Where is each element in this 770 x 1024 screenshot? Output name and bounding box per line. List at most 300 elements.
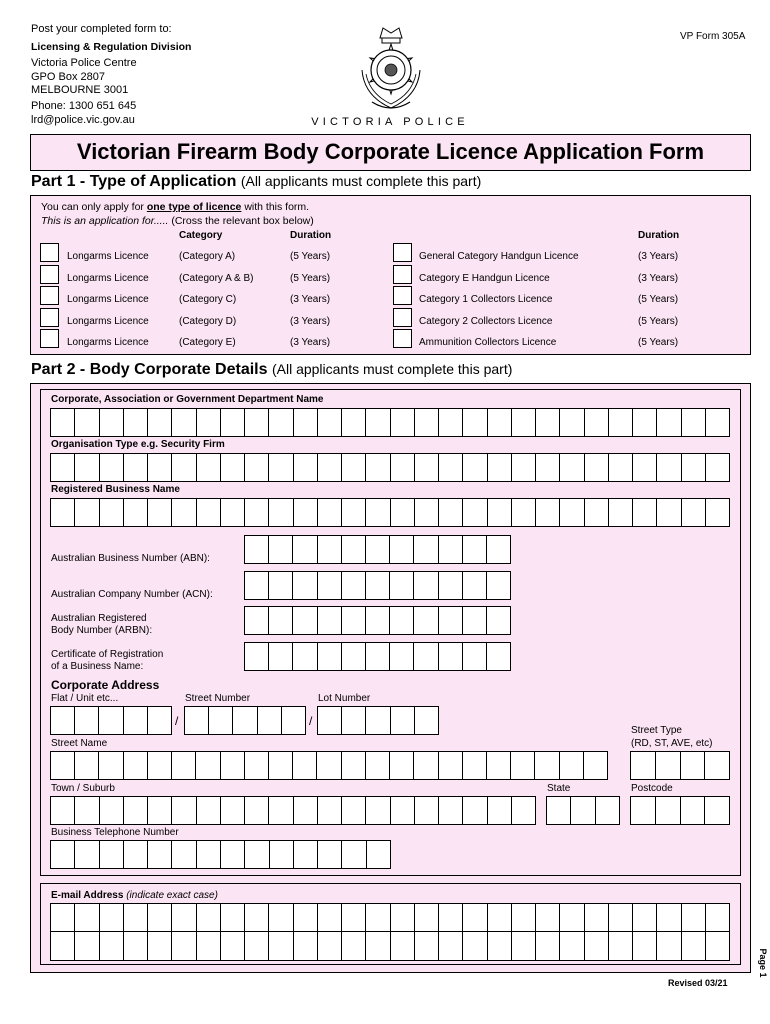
char-cell[interactable] xyxy=(293,409,317,436)
char-cell[interactable] xyxy=(462,797,486,824)
char-cell[interactable] xyxy=(99,797,123,824)
longarms-cat-c-checkbox[interactable] xyxy=(40,286,59,305)
char-cell[interactable] xyxy=(511,797,535,824)
char-cell[interactable] xyxy=(535,454,559,481)
longarms-cat-e-checkbox[interactable] xyxy=(40,329,59,348)
char-cell[interactable] xyxy=(341,499,365,526)
collectors-cat1-checkbox[interactable] xyxy=(393,286,412,305)
char-cell[interactable] xyxy=(257,707,281,734)
char-cell[interactable] xyxy=(390,797,414,824)
char-cell[interactable] xyxy=(123,841,147,868)
char-cell[interactable] xyxy=(51,797,74,824)
char-cell[interactable] xyxy=(365,454,389,481)
char-cell[interactable] xyxy=(74,841,98,868)
char-cell[interactable] xyxy=(656,409,680,436)
char-cell[interactable] xyxy=(656,932,680,960)
char-cell[interactable] xyxy=(196,409,220,436)
char-cell[interactable] xyxy=(559,932,583,960)
char-cell[interactable] xyxy=(98,752,122,779)
char-cell[interactable] xyxy=(414,707,438,734)
char-cell[interactable] xyxy=(147,797,171,824)
char-cell[interactable] xyxy=(705,409,729,436)
char-cell[interactable] xyxy=(511,454,535,481)
char-cell[interactable] xyxy=(486,643,510,670)
post-instruction: Post your completed form to: xyxy=(31,23,172,35)
char-cell[interactable] xyxy=(220,752,244,779)
char-cell[interactable] xyxy=(51,409,74,436)
char-cell[interactable] xyxy=(317,572,341,599)
char-cell[interactable] xyxy=(51,904,74,931)
cert-input[interactable] xyxy=(244,642,511,671)
char-cell[interactable] xyxy=(123,499,147,526)
char-cell[interactable] xyxy=(462,643,486,670)
char-cell[interactable] xyxy=(704,797,729,824)
char-cell[interactable] xyxy=(705,932,729,960)
char-cell[interactable] xyxy=(292,752,316,779)
char-cell[interactable] xyxy=(123,707,147,734)
char-cell[interactable] xyxy=(413,752,437,779)
char-cell[interactable] xyxy=(487,409,511,436)
char-cell[interactable] xyxy=(559,752,583,779)
char-cell[interactable] xyxy=(632,454,656,481)
abn-input[interactable] xyxy=(244,535,511,564)
char-cell[interactable] xyxy=(365,932,389,960)
char-cell[interactable] xyxy=(220,841,244,868)
char-cell[interactable] xyxy=(317,904,341,931)
town-input[interactable] xyxy=(50,796,536,825)
char-cell[interactable] xyxy=(414,904,438,931)
char-cell[interactable] xyxy=(365,499,389,526)
char-cell[interactable] xyxy=(704,752,729,779)
street-name-input[interactable] xyxy=(50,751,608,780)
char-cell[interactable] xyxy=(268,643,292,670)
char-cell[interactable] xyxy=(292,572,316,599)
char-cell[interactable] xyxy=(74,707,98,734)
char-cell[interactable] xyxy=(389,607,413,634)
char-cell[interactable] xyxy=(390,499,414,526)
char-cell[interactable] xyxy=(244,499,268,526)
char-cell[interactable] xyxy=(681,409,705,436)
char-cell[interactable] xyxy=(655,752,680,779)
char-cell[interactable] xyxy=(608,499,632,526)
char-cell[interactable] xyxy=(268,536,292,563)
char-cell[interactable] xyxy=(438,643,462,670)
char-cell[interactable] xyxy=(281,707,305,734)
char-cell[interactable] xyxy=(147,707,171,734)
char-cell[interactable] xyxy=(341,454,365,481)
char-cell[interactable] xyxy=(51,841,74,868)
char-cell[interactable] xyxy=(559,499,583,526)
char-cell[interactable] xyxy=(487,797,511,824)
handgun-cat-e-checkbox[interactable] xyxy=(393,265,412,284)
char-cell[interactable] xyxy=(220,454,244,481)
char-cell[interactable] xyxy=(583,752,607,779)
org-type-input[interactable] xyxy=(50,453,730,482)
char-cell[interactable] xyxy=(584,499,608,526)
char-cell[interactable] xyxy=(389,536,413,563)
char-cell[interactable] xyxy=(608,932,632,960)
char-cell[interactable] xyxy=(656,499,680,526)
char-cell[interactable] xyxy=(462,932,486,960)
char-cell[interactable] xyxy=(656,904,680,931)
char-cell[interactable] xyxy=(268,409,292,436)
char-cell[interactable] xyxy=(341,904,365,931)
acn-input[interactable] xyxy=(244,571,511,600)
char-cell[interactable] xyxy=(244,409,268,436)
char-cell[interactable] xyxy=(268,454,292,481)
business-phone-input[interactable] xyxy=(50,840,391,869)
char-cell[interactable] xyxy=(413,607,437,634)
char-cell[interactable] xyxy=(74,454,98,481)
part1-intro-2 xyxy=(41,215,314,227)
char-cell[interactable] xyxy=(293,841,317,868)
char-cell[interactable] xyxy=(245,536,268,563)
char-cell[interactable] xyxy=(535,932,559,960)
char-cell[interactable] xyxy=(365,607,389,634)
char-cell[interactable] xyxy=(535,409,559,436)
char-cell[interactable] xyxy=(390,932,414,960)
char-cell[interactable] xyxy=(268,499,292,526)
char-cell[interactable] xyxy=(317,797,341,824)
handgun-general-checkbox[interactable] xyxy=(393,243,412,262)
char-cell[interactable] xyxy=(317,643,341,670)
char-cell[interactable] xyxy=(123,797,147,824)
char-cell[interactable] xyxy=(244,904,268,931)
char-cell[interactable] xyxy=(268,932,292,960)
char-cell[interactable] xyxy=(292,536,316,563)
char-cell[interactable] xyxy=(341,643,365,670)
char-cell[interactable] xyxy=(365,707,389,734)
char-cell[interactable] xyxy=(268,607,292,634)
char-cell[interactable] xyxy=(534,752,558,779)
char-cell[interactable] xyxy=(486,536,510,563)
char-cell[interactable] xyxy=(99,932,123,960)
char-cell[interactable] xyxy=(232,707,256,734)
char-cell[interactable] xyxy=(196,499,220,526)
char-cell[interactable] xyxy=(510,752,534,779)
char-cell[interactable] xyxy=(316,752,340,779)
char-cell[interactable] xyxy=(559,409,583,436)
char-cell[interactable] xyxy=(268,752,292,779)
postcode-input[interactable] xyxy=(630,796,730,825)
char-cell[interactable] xyxy=(51,707,74,734)
char-cell[interactable] xyxy=(317,409,341,436)
char-cell[interactable] xyxy=(171,932,195,960)
char-cell[interactable] xyxy=(245,572,268,599)
state-input[interactable] xyxy=(546,796,620,825)
email-input-row-1[interactable] xyxy=(50,903,730,932)
char-cell[interactable] xyxy=(51,499,74,526)
char-cell[interactable] xyxy=(608,409,632,436)
char-cell[interactable] xyxy=(341,797,365,824)
char-cell[interactable] xyxy=(438,454,462,481)
char-cell[interactable] xyxy=(631,752,655,779)
char-cell[interactable] xyxy=(74,797,98,824)
char-cell[interactable] xyxy=(632,932,656,960)
char-cell[interactable] xyxy=(656,454,680,481)
street-type-input[interactable] xyxy=(630,751,730,780)
char-cell[interactable] xyxy=(632,904,656,931)
char-cell[interactable] xyxy=(220,409,244,436)
char-cell[interactable] xyxy=(196,904,220,931)
char-cell[interactable] xyxy=(293,904,317,931)
option-duration: (5 Years) xyxy=(290,251,331,262)
char-cell[interactable] xyxy=(365,904,389,931)
char-cell[interactable] xyxy=(559,454,583,481)
char-cell[interactable] xyxy=(268,797,292,824)
char-cell[interactable] xyxy=(123,904,147,931)
char-cell[interactable] xyxy=(438,904,462,931)
flat-input[interactable] xyxy=(50,706,172,735)
char-cell[interactable] xyxy=(317,536,341,563)
char-cell[interactable] xyxy=(535,499,559,526)
char-cell[interactable] xyxy=(414,499,438,526)
char-cell[interactable] xyxy=(535,904,559,931)
char-cell[interactable] xyxy=(608,904,632,931)
street-number-input[interactable] xyxy=(184,706,306,735)
char-cell[interactable] xyxy=(390,409,414,436)
char-cell[interactable] xyxy=(208,707,232,734)
arbn-input[interactable] xyxy=(244,606,511,635)
char-cell[interactable] xyxy=(171,454,195,481)
state-label: State xyxy=(547,783,571,794)
char-cell[interactable] xyxy=(487,904,511,931)
email-input-row-2[interactable] xyxy=(50,932,730,961)
char-cell[interactable] xyxy=(632,499,656,526)
char-cell[interactable] xyxy=(390,904,414,931)
char-cell[interactable] xyxy=(123,932,147,960)
char-cell[interactable] xyxy=(99,841,123,868)
char-cell[interactable] xyxy=(341,536,365,563)
char-cell[interactable] xyxy=(244,752,268,779)
char-cell[interactable] xyxy=(147,409,171,436)
char-cell[interactable] xyxy=(438,572,462,599)
char-cell[interactable] xyxy=(570,797,594,824)
char-cell[interactable] xyxy=(390,707,414,734)
char-cell[interactable] xyxy=(171,904,195,931)
char-cell[interactable] xyxy=(390,454,414,481)
char-cell[interactable] xyxy=(681,904,705,931)
char-cell[interactable] xyxy=(413,643,437,670)
char-cell[interactable] xyxy=(244,454,268,481)
char-cell[interactable] xyxy=(185,707,208,734)
char-cell[interactable] xyxy=(365,409,389,436)
char-cell[interactable] xyxy=(317,841,341,868)
char-cell[interactable] xyxy=(171,499,195,526)
char-cell[interactable] xyxy=(293,499,317,526)
char-cell[interactable] xyxy=(595,797,619,824)
char-cell[interactable] xyxy=(341,707,365,734)
char-cell[interactable] xyxy=(438,797,462,824)
char-cell[interactable] xyxy=(99,904,123,931)
char-cell[interactable] xyxy=(632,409,656,436)
char-cell[interactable] xyxy=(365,643,389,670)
reg-name-input[interactable] xyxy=(50,498,730,527)
char-cell[interactable] xyxy=(98,707,122,734)
char-cell[interactable] xyxy=(705,904,729,931)
char-cell[interactable] xyxy=(74,752,98,779)
char-cell[interactable] xyxy=(171,797,195,824)
char-cell[interactable] xyxy=(74,409,98,436)
char-cell[interactable] xyxy=(365,572,389,599)
char-cell[interactable] xyxy=(413,536,437,563)
char-cell[interactable] xyxy=(414,409,438,436)
char-cell[interactable] xyxy=(244,797,268,824)
char-cell[interactable] xyxy=(293,454,317,481)
char-cell[interactable] xyxy=(317,607,341,634)
collectors-cat2-checkbox[interactable] xyxy=(393,308,412,327)
ammunition-collectors-checkbox[interactable] xyxy=(393,329,412,348)
char-cell[interactable] xyxy=(123,409,147,436)
char-cell[interactable] xyxy=(196,797,220,824)
char-cell[interactable] xyxy=(74,904,98,931)
char-cell[interactable] xyxy=(486,607,510,634)
char-cell[interactable] xyxy=(147,752,171,779)
char-cell[interactable] xyxy=(705,499,729,526)
corp-name-input[interactable] xyxy=(50,408,730,437)
char-cell[interactable] xyxy=(317,499,341,526)
char-cell[interactable] xyxy=(438,499,462,526)
longarms-cat-ab-checkbox[interactable] xyxy=(40,265,59,284)
char-cell[interactable] xyxy=(220,797,244,824)
lot-number-input[interactable] xyxy=(317,706,439,735)
char-cell[interactable] xyxy=(438,607,462,634)
char-cell[interactable] xyxy=(196,454,220,481)
char-cell[interactable] xyxy=(51,932,74,960)
char-cell[interactable] xyxy=(51,454,74,481)
char-cell[interactable] xyxy=(486,752,510,779)
longarms-cat-d-checkbox[interactable] xyxy=(40,308,59,327)
char-cell[interactable] xyxy=(655,797,680,824)
char-cell[interactable] xyxy=(462,752,486,779)
char-cell[interactable] xyxy=(414,932,438,960)
char-cell[interactable] xyxy=(365,797,389,824)
char-cell[interactable] xyxy=(74,932,98,960)
char-cell[interactable] xyxy=(389,643,413,670)
char-cell[interactable] xyxy=(196,841,220,868)
char-cell[interactable] xyxy=(705,454,729,481)
char-cell[interactable] xyxy=(171,841,195,868)
char-cell[interactable] xyxy=(292,607,316,634)
char-cell[interactable] xyxy=(220,904,244,931)
char-cell[interactable] xyxy=(389,572,413,599)
char-cell[interactable] xyxy=(123,454,147,481)
char-cell[interactable] xyxy=(608,454,632,481)
char-cell[interactable] xyxy=(584,454,608,481)
char-cell[interactable] xyxy=(147,932,171,960)
char-cell[interactable] xyxy=(317,932,341,960)
char-cell[interactable] xyxy=(462,454,486,481)
char-cell[interactable] xyxy=(631,797,655,824)
char-cell[interactable] xyxy=(99,499,123,526)
char-cell[interactable] xyxy=(462,536,486,563)
char-cell[interactable] xyxy=(462,904,486,931)
char-cell[interactable] xyxy=(414,797,438,824)
char-cell[interactable] xyxy=(147,454,171,481)
char-cell[interactable] xyxy=(123,752,147,779)
char-cell[interactable] xyxy=(487,499,511,526)
char-cell[interactable] xyxy=(195,752,219,779)
char-cell[interactable] xyxy=(365,752,389,779)
char-cell[interactable] xyxy=(681,454,705,481)
char-cell[interactable] xyxy=(365,536,389,563)
char-cell[interactable] xyxy=(268,904,292,931)
char-cell[interactable] xyxy=(559,904,583,931)
char-cell[interactable] xyxy=(487,932,511,960)
char-cell[interactable] xyxy=(438,409,462,436)
char-cell[interactable] xyxy=(51,752,74,779)
char-cell[interactable] xyxy=(220,932,244,960)
char-cell[interactable] xyxy=(341,572,365,599)
char-cell[interactable] xyxy=(317,454,341,481)
char-cell[interactable] xyxy=(462,409,486,436)
char-cell[interactable] xyxy=(438,536,462,563)
char-cell[interactable] xyxy=(438,932,462,960)
char-cell[interactable] xyxy=(244,841,268,868)
char-cell[interactable] xyxy=(245,607,268,634)
char-cell[interactable] xyxy=(341,409,365,436)
char-cell[interactable] xyxy=(462,499,486,526)
char-cell[interactable] xyxy=(366,841,390,868)
char-cell[interactable] xyxy=(74,499,98,526)
char-cell[interactable] xyxy=(341,752,365,779)
char-cell[interactable] xyxy=(147,499,171,526)
char-cell[interactable] xyxy=(171,752,195,779)
char-cell[interactable] xyxy=(245,643,268,670)
char-cell[interactable] xyxy=(147,841,171,868)
char-cell[interactable] xyxy=(681,932,705,960)
char-cell[interactable] xyxy=(196,932,220,960)
char-cell[interactable] xyxy=(511,932,535,960)
char-cell[interactable] xyxy=(292,643,316,670)
char-cell[interactable] xyxy=(171,409,195,436)
char-cell[interactable] xyxy=(584,932,608,960)
char-cell[interactable] xyxy=(511,409,535,436)
char-cell[interactable] xyxy=(341,607,365,634)
char-cell[interactable] xyxy=(389,752,413,779)
char-cell[interactable] xyxy=(584,409,608,436)
char-cell[interactable] xyxy=(438,752,462,779)
char-cell[interactable] xyxy=(244,932,268,960)
char-cell[interactable] xyxy=(414,454,438,481)
char-cell[interactable] xyxy=(584,904,608,931)
char-cell[interactable] xyxy=(486,572,510,599)
char-cell[interactable] xyxy=(341,841,365,868)
char-cell[interactable] xyxy=(680,797,705,824)
char-cell[interactable] xyxy=(680,752,705,779)
char-cell[interactable] xyxy=(341,932,365,960)
char-cell[interactable] xyxy=(413,572,437,599)
char-cell[interactable] xyxy=(318,707,341,734)
longarms-cat-a-checkbox[interactable] xyxy=(40,243,59,262)
char-cell[interactable] xyxy=(511,904,535,931)
char-cell[interactable] xyxy=(547,797,570,824)
char-cell[interactable] xyxy=(293,797,317,824)
char-cell[interactable] xyxy=(462,607,486,634)
char-cell[interactable] xyxy=(462,572,486,599)
char-cell[interactable] xyxy=(681,499,705,526)
char-cell[interactable] xyxy=(99,409,123,436)
char-cell[interactable] xyxy=(147,904,171,931)
char-cell[interactable] xyxy=(99,454,123,481)
char-cell[interactable] xyxy=(511,499,535,526)
address-line-2: GPO Box 2807 xyxy=(31,71,105,83)
char-cell[interactable] xyxy=(269,841,293,868)
char-cell[interactable] xyxy=(220,499,244,526)
char-cell[interactable] xyxy=(268,572,292,599)
char-cell[interactable] xyxy=(487,454,511,481)
char-cell[interactable] xyxy=(293,932,317,960)
